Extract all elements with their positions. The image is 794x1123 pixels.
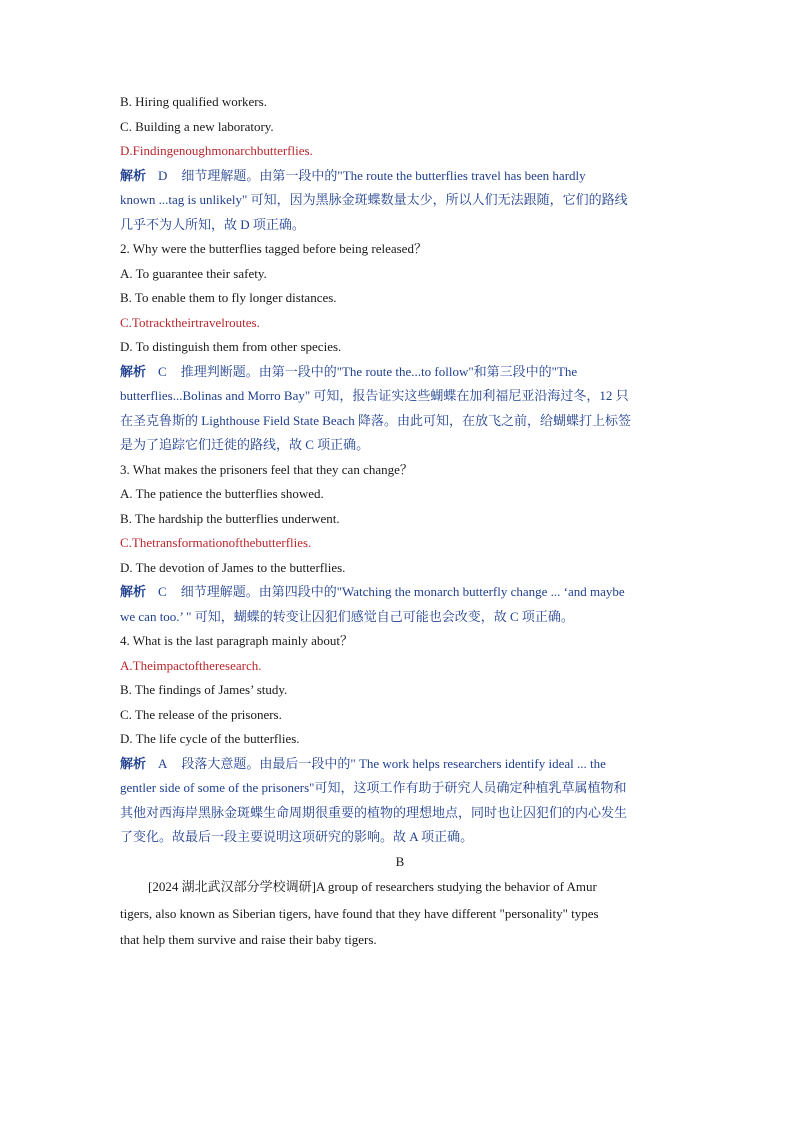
q4-analysis-line3: 其他对西海岸黑脉金斑蝶生命周期很重要的植物的理想地点，同时也让囚犯们的内心发生 [120, 804, 628, 820]
q2-correct-option-c: C.Totracktheirtravelroutes. [120, 314, 260, 330]
q2-option-a: A. To guarantee their safety. [120, 265, 267, 281]
answer-letter: D [158, 167, 168, 183]
analysis-text: 细节理解题。由第四段中的"Watching the monarch butterfly change ... ‘and maybe [180, 584, 625, 599]
answer-letter: C [158, 584, 167, 599]
q3-option-b: B. The hardship the butterflies underwent. [120, 510, 340, 526]
q1-analysis-line3: 几乎不为人所知，故 D 项正确。 [120, 216, 305, 232]
q3-analysis-line2: we can too.’ " 可知，蝴蝶的转变让囚犯们感觉自己可能也会改变，故 C 项正确。 [120, 608, 574, 624]
q2-option-b: B. To enable them to fly longer distances. [120, 290, 337, 305]
q1-correct-option-d: D.Findingenoughmonarchbutterflies. [120, 143, 313, 158]
q2-analysis-line3: 在圣克鲁斯的 Lighthouse Field State Beach 降落。由此可知，在放飞之前，给蝴蝶打上标签 [120, 412, 631, 428]
q3-analysis [120, 580, 680, 605]
q1-analysis [120, 164, 680, 189]
q2-analysis-line2: butterflies...Bolinas and Morro Bay" 可知，报告证实这些蝴蝶在加利福尼亚沿海过冬，12 只 [120, 388, 629, 403]
q4-analysis [120, 752, 680, 777]
q3-option-a: A. The patience the butterflies showed. [120, 486, 324, 501]
analysis-text: 推理判断题。由第一段中的"The route the...to follow"和第三段中的"The [180, 363, 578, 379]
q1-option-b: B. Hiring qualified workers. [120, 94, 267, 109]
answer-letter: C [158, 363, 167, 379]
q4-analysis-line2: gentler side of some of the prisoners"可知，这项工作有助于研究人员确定种植乳草属植物和 [120, 780, 627, 795]
q1-option-c: C. Building a new laboratory. [120, 118, 274, 134]
document-page [120, 90, 680, 954]
analysis-label: 解析 [120, 363, 147, 379]
q4-question: 4. What is the last paragraph mainly about？ [120, 633, 353, 648]
q2-analysis [120, 360, 680, 385]
section-b-passage-line2: tigers, also known as Siberian tigers, have found that they have different "personality" types [120, 905, 599, 921]
q4-option-b: B. The findings of James’ study. [120, 682, 288, 697]
section-b-heading: B [395, 853, 405, 869]
answer-letter: A [158, 755, 168, 771]
q4-analysis-line4: 了变化。故最后一段主要说明这项研究的影响。故 A 项正确。 [120, 829, 474, 844]
section-b-passage-line3: that help them survive and raise their baby tigers. [120, 932, 377, 947]
q3-option-d: D. The devotion of James to the butterflies. [120, 559, 346, 575]
q3-correct-option-c: C.Thetransformationofthebutterflies. [120, 535, 312, 550]
q1-analysis-line2: known ...tag is unlikely" 可知，因为黑脉金斑蝶数量太少，所以人们无法跟随，它们的路线 [120, 192, 628, 207]
analysis-text: 细节理解题。由第一段中的"The route the butterflies travel has been hardly [181, 167, 586, 183]
q2-analysis-line4: 是为了追踪它们迁徙的路线，故 C 项正确。 [120, 437, 370, 452]
analysis-label: 解析 [120, 167, 147, 183]
q3-question: 3. What makes the prisoners feel that they can change？ [120, 461, 413, 477]
q2-question: 2. Why were the butterflies tagged before being released？ [120, 241, 427, 256]
analysis-label: 解析 [120, 584, 147, 599]
section-b-passage-line1 [120, 874, 680, 901]
q2-option-d: D. To distinguish them from other species. [120, 339, 342, 354]
analysis-label: 解析 [120, 755, 147, 771]
passage-source: [2024 湖北武汉部分学校调研] [148, 879, 316, 894]
analysis-text: 段落大意题。由最后一段中的" The work helps researchers identify ideal ... the [181, 755, 606, 771]
q4-correct-option-a: A.Theimpactoftheresearch. [120, 657, 262, 673]
q4-option-d: D. The life cycle of the butterflies. [120, 731, 300, 746]
passage-text: A group of researchers studying the behavior of Amur [315, 879, 597, 894]
q4-option-c: C. The release of the prisoners. [120, 706, 282, 722]
